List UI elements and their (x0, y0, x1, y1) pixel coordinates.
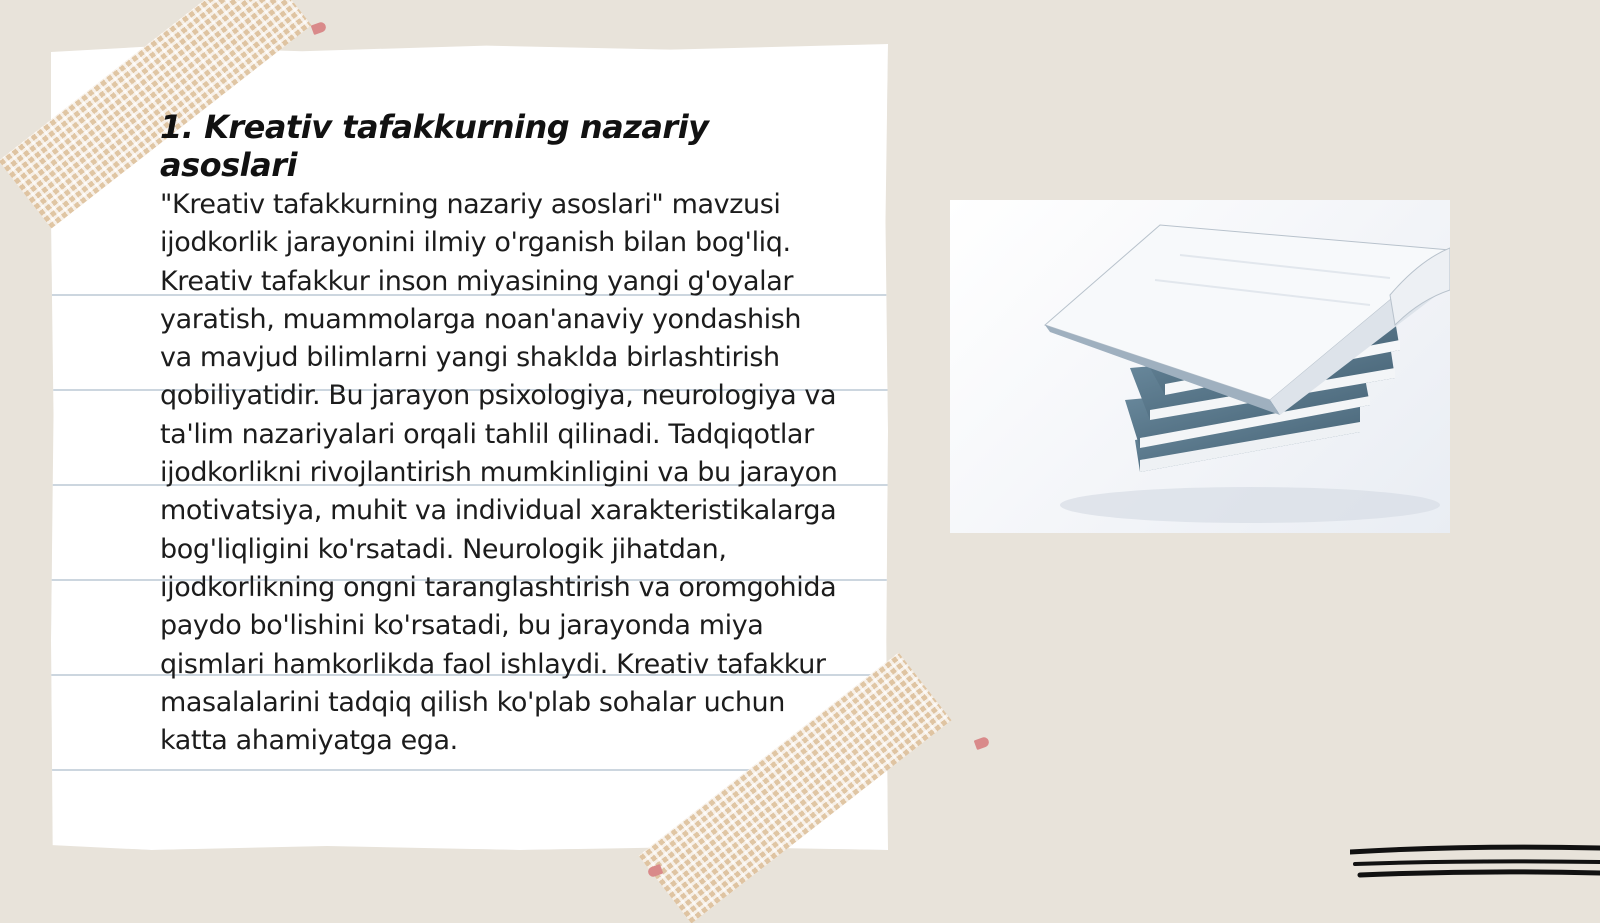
stack-of-books-icon (950, 200, 1450, 533)
pin-icon (311, 21, 328, 35)
slide-title: 1. Kreativ tafakkurning nazariy asoslari (160, 108, 709, 184)
pin-icon (974, 736, 991, 750)
books-photo (950, 200, 1450, 533)
decorative-brush-strokes (1350, 840, 1600, 885)
slide-body-text: "Kreativ tafakkurning nazariy asoslari" mavzusi ijodkorlik jarayonini ilmiy o'rganish bilan bog'liq. Kreativ tafakkur inson miyasining yangi g'oyalar yaratish, muammolarga noan'anaviy yondashish va mavjud bilimlarni yangi shaklda birlashtirish qobiliyatidir. Bu jarayon psixologiya, neurologiya va ta'lim nazariyalari orqali tahlil qilinadi. Tadqiqotlar ijodkorlikni rivojlantirish mumkinligini va bu jarayon motivatsiya, muhit va individual xarakteristikalarga bog'liqligini ko'rsatadi. Neurologik jihatdan, ijodkorlikning ongni taranglashtirish va oromgohida paydo bo'lishini ko'rsatadi, bu jarayonda miya qismlari hamkorlikda faol ishlaydi. Kreativ tafakkur masalalarini tadqiq qilish ko'plab sohalar uchun katta ahamiyatga ega. (160, 189, 838, 757)
